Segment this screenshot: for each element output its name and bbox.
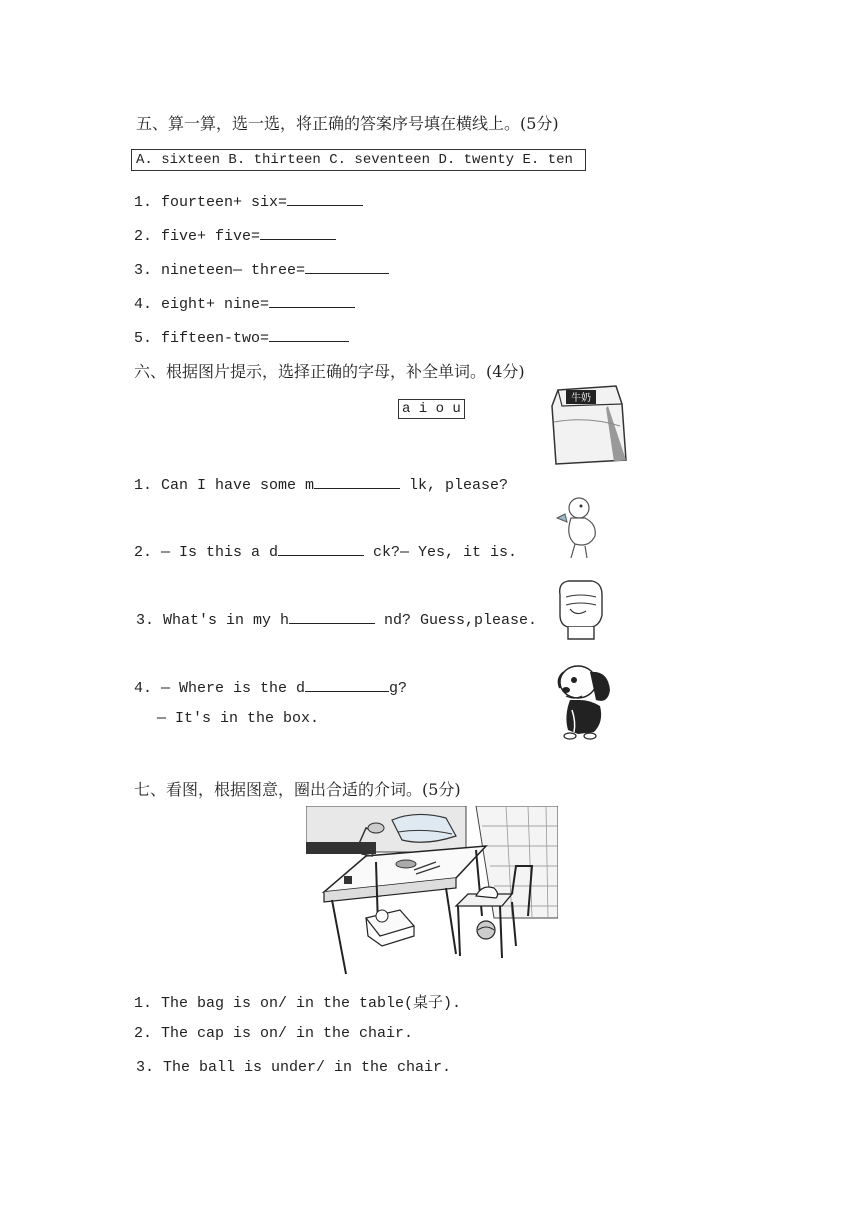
duck-image xyxy=(555,492,601,564)
preposition-question-2: 2. The cap is on/ in the chair. xyxy=(134,1025,414,1042)
letter-options-box: a i o u xyxy=(398,399,465,419)
question-3 xyxy=(134,259,389,279)
question-2 xyxy=(134,225,336,245)
fist-image xyxy=(552,575,608,641)
answer-blank[interactable] xyxy=(269,327,349,342)
room-scene-image xyxy=(306,806,558,978)
question-prefix: 3. What's in my h xyxy=(136,612,290,629)
question-suffix: nd? Guess,please. xyxy=(375,612,538,629)
question-1 xyxy=(134,191,363,211)
letter-blank[interactable] xyxy=(305,677,389,692)
letter-blank[interactable] xyxy=(289,609,375,624)
word-question-2 xyxy=(134,541,517,561)
milk-label: 牛奶 xyxy=(571,393,591,404)
milk-carton-image xyxy=(548,382,630,467)
question-suffix: lk, please? xyxy=(400,477,509,494)
question-text: 2. five+ five= xyxy=(134,228,261,245)
answer-blank[interactable] xyxy=(305,259,389,274)
letter-blank[interactable] xyxy=(278,541,364,556)
question-5 xyxy=(134,327,349,347)
question-prefix: 2. — Is this a d xyxy=(134,544,279,561)
word-question-4 xyxy=(134,677,407,697)
preposition-question-1: 1. The bag is on/ in the table(桌子). xyxy=(134,995,462,1012)
section6-heading: 六、根据图片提示，选择正确的字母，补全单词。(4分) xyxy=(134,362,525,381)
question-prefix: 4. — Where is the d xyxy=(134,680,306,697)
answer-blank[interactable] xyxy=(260,225,336,240)
question-prefix: 1. Can I have some m xyxy=(134,477,315,494)
answer-blank[interactable] xyxy=(287,191,363,206)
question-text: 5. fifteen-two= xyxy=(134,330,270,347)
preposition-question-3: 3. The ball is under/ in the chair. xyxy=(136,1059,452,1076)
answer-options-box: A. sixteen B. thirteen C. seventeen D. twenty E. ten xyxy=(131,149,586,171)
answer-blank[interactable] xyxy=(269,293,355,308)
word-question-4-reply: — It's in the box. xyxy=(157,710,320,727)
question-text: 4. eight+ nine= xyxy=(134,296,270,313)
question-suffix: ck?— Yes, it is. xyxy=(364,544,518,561)
letter-blank[interactable] xyxy=(314,474,400,489)
question-4 xyxy=(134,293,355,313)
section5-heading: 五、算一算，选一选，将正确的答案序号填在横线上。(5分) xyxy=(136,114,559,133)
question-text: 3. nineteen— three= xyxy=(134,262,306,279)
section7-heading: 七、看图，根据图意，圈出合适的介词。(5分) xyxy=(134,780,461,799)
dog-image xyxy=(550,656,620,742)
word-question-1 xyxy=(134,474,508,494)
question-text: 1. fourteen+ six= xyxy=(134,194,288,211)
question-suffix: g? xyxy=(389,680,408,697)
word-question-3 xyxy=(136,609,537,629)
